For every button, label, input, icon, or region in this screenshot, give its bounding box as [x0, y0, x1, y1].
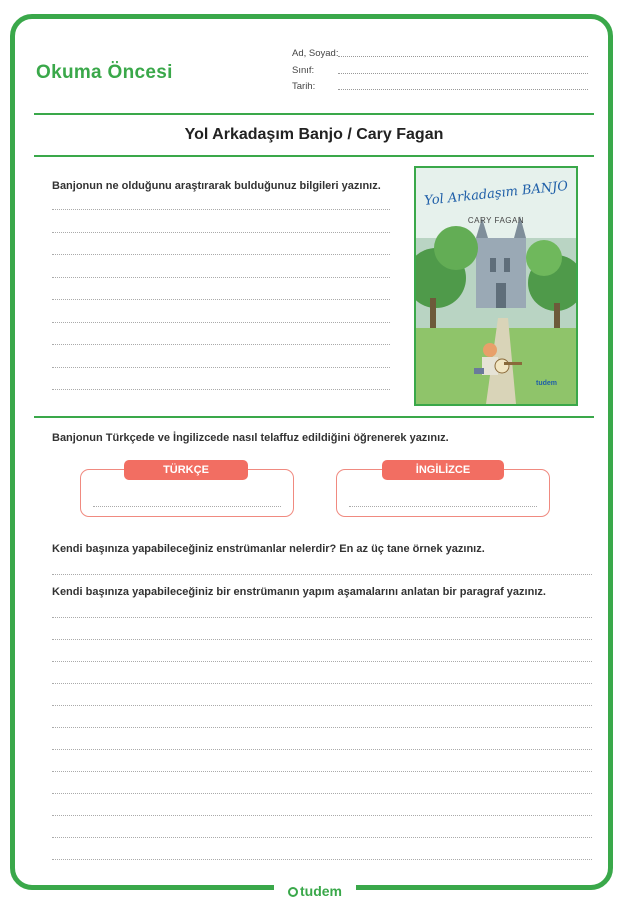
answer-line[interactable]: [52, 661, 592, 662]
answer-line[interactable]: [52, 837, 592, 838]
divider: [34, 155, 594, 157]
question-3: Kendi başınıza yapabileceğiniz enstrümanlar nelerdir? En az üç tane örnek yazınız.: [52, 543, 485, 555]
answer-line[interactable]: [52, 367, 390, 368]
question-2: Banjonun Türkçede ve İngilizcede nasıl telaffuz edildiğini öğrenerek yazınız.: [52, 432, 449, 444]
answer-line[interactable]: [52, 344, 390, 345]
answer-line[interactable]: [52, 859, 592, 860]
turkish-label: TÜRKÇE: [124, 460, 248, 480]
cover-author: CARY FAGAN: [467, 216, 525, 225]
answer-line[interactable]: [52, 771, 592, 772]
class-field[interactable]: [292, 65, 314, 76]
date-label: Tarih:: [292, 81, 316, 92]
date-line: [338, 89, 588, 90]
page-title: Okuma Öncesi: [36, 62, 173, 83]
divider: [34, 113, 594, 115]
answer-line[interactable]: [52, 815, 592, 816]
logo-text: tudem: [300, 883, 342, 899]
answer-line[interactable]: [52, 232, 390, 233]
answer-line[interactable]: [52, 639, 592, 640]
book-cover: [414, 166, 578, 406]
answer-line: [93, 506, 281, 507]
publisher-logo: [274, 881, 356, 901]
date-field[interactable]: [292, 81, 315, 92]
answer-line[interactable]: [52, 277, 390, 278]
cover-publisher: tudem: [536, 380, 557, 387]
answer-line: [349, 506, 537, 507]
name-field[interactable]: [292, 48, 338, 59]
divider: [34, 416, 594, 418]
answer-line[interactable]: [52, 749, 592, 750]
answer-line[interactable]: [52, 389, 390, 390]
answer-line[interactable]: [52, 705, 592, 706]
class-line: [338, 73, 588, 74]
question-4: Kendi başınıza yapabileceğiniz bir enstrümanın yapım aşamalarını anlatan bir paragraf yazınız.: [52, 586, 546, 598]
book-heading: Yol Arkadaşım Banjo / Cary Fagan: [184, 126, 444, 143]
answer-line[interactable]: [52, 299, 390, 300]
answer-line[interactable]: [52, 793, 592, 794]
answer-line[interactable]: [52, 617, 592, 618]
answer-line[interactable]: [52, 727, 592, 728]
name-label: Ad, Soyad:: [292, 48, 339, 59]
english-label: İNGİLİZCE: [382, 460, 504, 480]
question-1: Banjonun ne olduğunu araştırarak bulduğunuz bilgileri yazınız.: [52, 180, 381, 192]
name-line: [338, 56, 588, 57]
cover-title: Yol Arkadaşım BANJO: [423, 178, 569, 209]
answer-line[interactable]: [52, 683, 592, 684]
tudem-logo-icon: [288, 887, 298, 897]
class-label: Sınıf:: [292, 65, 315, 76]
answer-line[interactable]: [52, 209, 390, 210]
page-frame: [10, 14, 613, 890]
answer-line[interactable]: [52, 322, 390, 323]
answer-line[interactable]: [52, 254, 390, 255]
answer-line[interactable]: [52, 574, 592, 575]
